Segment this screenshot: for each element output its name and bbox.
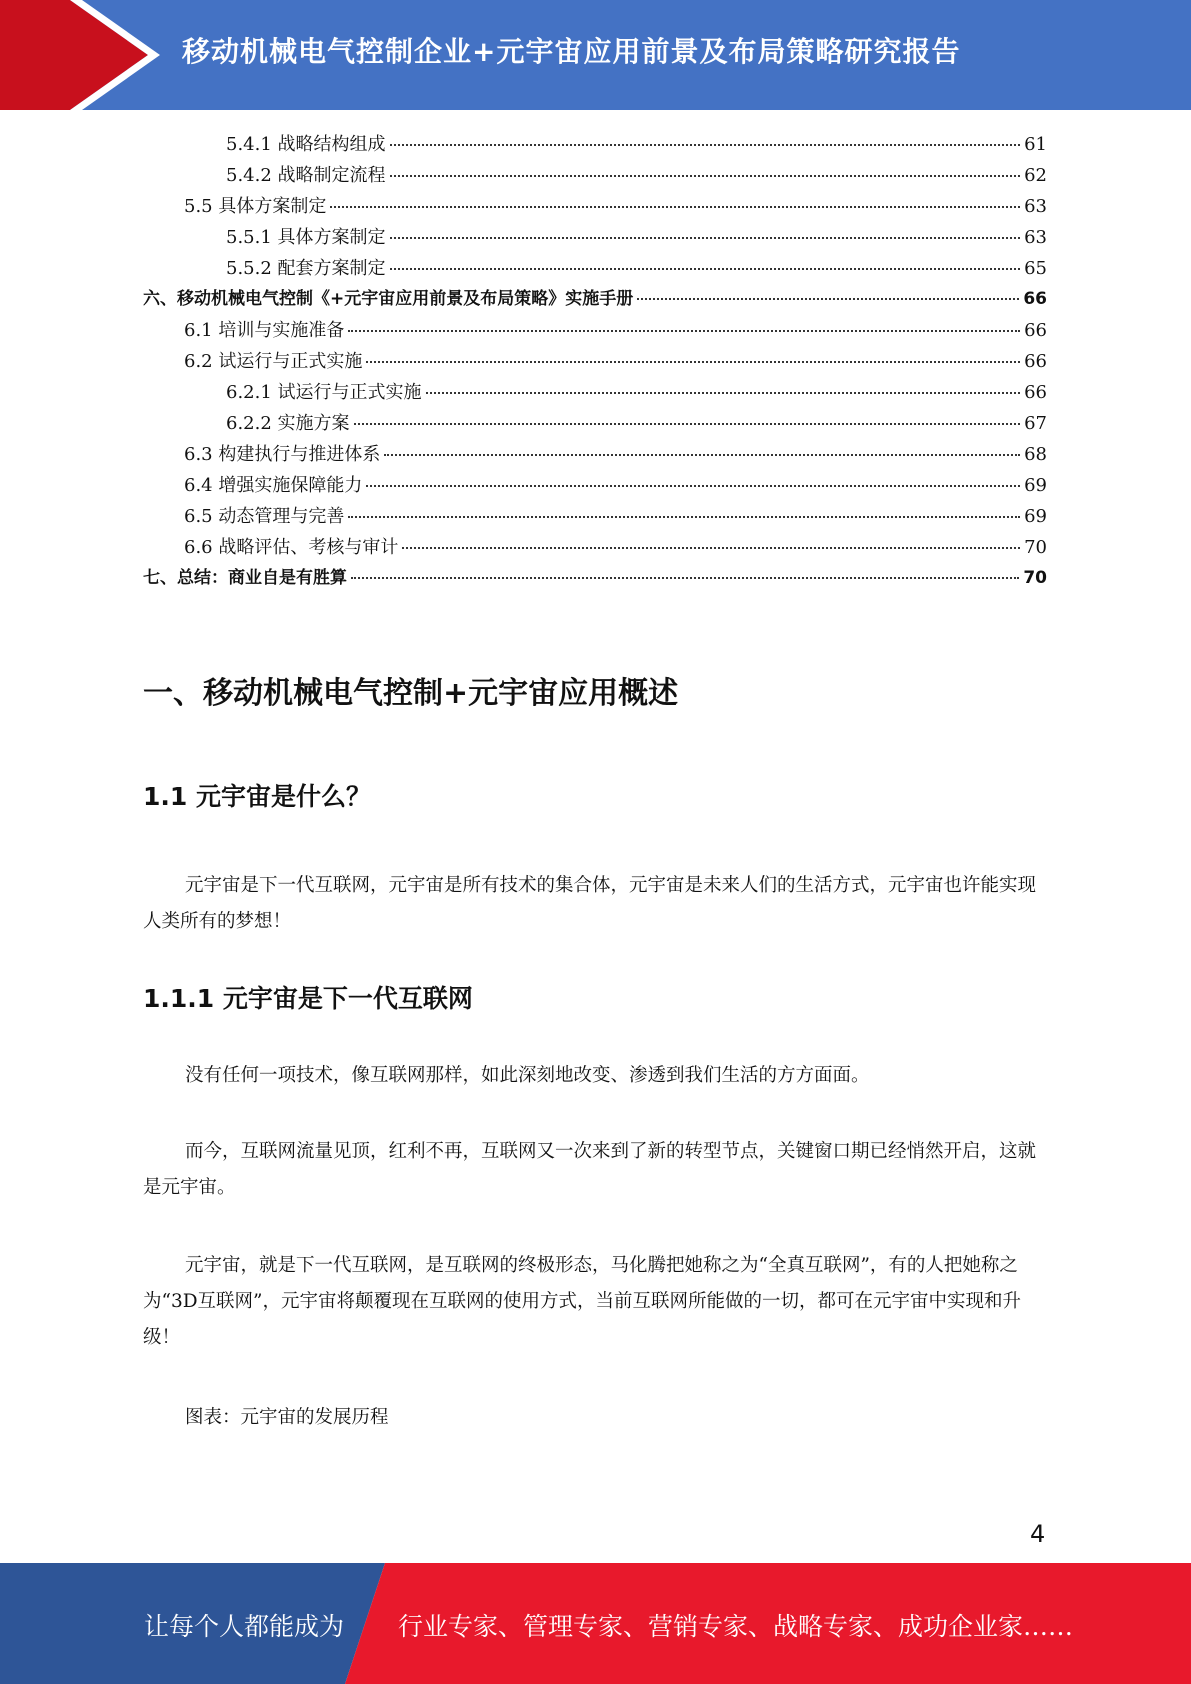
toc-entry[interactable]	[143, 408, 1047, 439]
toc-entry-title: 6.1 培训与实施准备	[184, 320, 345, 341]
toc-entry[interactable]	[143, 439, 1047, 470]
toc-entry-title: 六、移动机械电气控制《+元宇宙应用前景及布局策略》实施手册	[143, 289, 634, 309]
subsection-heading: 1.1.1 元宇宙是下一代互联网	[143, 984, 473, 1013]
toc-entry-title: 5.5 具体方案制定	[184, 196, 327, 217]
toc-entry-title: 6.4 增强实施保障能力	[184, 475, 363, 496]
page-number: 4	[1030, 1520, 1046, 1548]
toc-entry-title: 6.3 构建执行与推进体系	[184, 444, 381, 465]
toc-entry-page: 66	[1024, 351, 1047, 372]
section-heading: 1.1 元宇宙是什么？	[143, 782, 371, 811]
toc-leader-dots	[390, 227, 1021, 239]
page-footer	[0, 1563, 1191, 1684]
toc-leader-dots	[390, 134, 1021, 146]
toc-entry-title: 6.5 动态管理与完善	[184, 506, 345, 527]
toc-leader-dots	[351, 567, 1019, 579]
toc-leader-dots	[348, 506, 1020, 518]
toc-entry-page: 70	[1024, 537, 1047, 558]
toc-entry[interactable]	[143, 563, 1047, 594]
toc-entry-page: 66	[1024, 320, 1047, 341]
toc-leader-dots	[390, 165, 1021, 177]
toc-entry-title: 5.4.2 战略制定流程	[226, 165, 386, 186]
paragraph-metaverse-definition: 元宇宙是下一代互联网，元宇宙是所有技术的集合体，元宇宙是未来人们的生活方式，元宇宙也许能实现人类所有的梦想！	[143, 875, 1037, 932]
toc-entry[interactable]	[143, 284, 1047, 315]
footer-slogan-right: 行业专家、管理专家、营销专家、战略专家、成功企业家……	[398, 1612, 1074, 1641]
toc-entry-title: 6.2.1 试运行与正式实施	[226, 382, 422, 403]
toc-entry[interactable]	[143, 346, 1047, 377]
toc-entry-page: 67	[1024, 413, 1047, 434]
figure-caption: 图表：元宇宙的发展历程	[185, 1407, 389, 1428]
toc-entry-page: 63	[1024, 196, 1047, 217]
toc-leader-dots	[366, 475, 1020, 487]
toc-entry-page: 61	[1024, 134, 1047, 155]
toc-entry-page: 63	[1024, 227, 1047, 248]
toc-entry[interactable]	[143, 377, 1047, 408]
toc-entry[interactable]	[143, 470, 1047, 501]
toc-entry-title: 5.5.1 具体方案制定	[226, 227, 386, 248]
toc-leader-dots	[354, 413, 1021, 425]
toc-leader-dots	[348, 320, 1020, 332]
toc-entry-page: 66	[1024, 382, 1047, 403]
toc-entry[interactable]	[143, 222, 1047, 253]
toc-entry-page: 70	[1023, 568, 1047, 588]
paragraph-internet-transition: 而今，互联网流量见顶，红利不再，互联网又一次来到了新的转型节点，关键窗口期已经悄然开启，这就是元宇宙。	[143, 1141, 1037, 1198]
table-of-contents	[143, 129, 1047, 594]
toc-entry[interactable]	[143, 129, 1047, 160]
toc-entry[interactable]	[143, 315, 1047, 346]
toc-entry-page: 66	[1023, 289, 1047, 309]
toc-leader-dots	[330, 196, 1020, 208]
header-title: 移动机械电气控制企业+元宇宙应用前景及布局策略研究报告	[182, 35, 961, 68]
toc-entry[interactable]	[143, 501, 1047, 532]
toc-entry-page: 69	[1024, 506, 1047, 527]
page-header	[0, 0, 1191, 110]
paragraph-next-internet: 元宇宙，就是下一代互联网，是互联网的终极形态，马化腾把她称之为“全真互联网”，有的人把她称之为“3D互联网”，元宇宙将颠覆现在互联网的使用方式，当前互联网所能做的一切，都可在元宇宙中实现和升级！	[143, 1255, 1022, 1348]
footer-slogan-left: 让每个人都能成为	[144, 1612, 345, 1641]
toc-leader-dots	[426, 382, 1021, 394]
toc-entry-title: 5.5.2 配套方案制定	[226, 258, 386, 279]
toc-leader-dots	[366, 351, 1020, 363]
toc-entry[interactable]	[143, 532, 1047, 563]
toc-entry[interactable]	[143, 253, 1047, 284]
toc-entry-title: 5.4.1 战略结构组成	[226, 134, 386, 155]
toc-entry-title: 6.6 战略评估、考核与审计	[184, 537, 399, 558]
toc-leader-dots	[384, 444, 1020, 456]
toc-entry[interactable]	[143, 191, 1047, 222]
toc-leader-dots	[390, 258, 1021, 270]
toc-entry-page: 68	[1024, 444, 1047, 465]
toc-entry-page: 62	[1024, 165, 1047, 186]
toc-entry-title: 6.2 试运行与正式实施	[184, 351, 363, 372]
toc-entry-title: 6.2.2 实施方案	[226, 413, 350, 434]
toc-entry-title: 七、总结：商业自是有胜算	[143, 568, 347, 588]
toc-entry-page: 69	[1024, 475, 1047, 496]
toc-leader-dots	[637, 288, 1019, 300]
chapter-heading: 一、移动机械电气控制+元宇宙应用概述	[143, 676, 679, 711]
toc-entry[interactable]	[143, 160, 1047, 191]
toc-entry-page: 65	[1024, 258, 1047, 279]
toc-leader-dots	[402, 537, 1020, 549]
paragraph-internet-impact: 没有任何一项技术，像互联网那样，如此深刻地改变、渗透到我们生活的方方面面。	[185, 1065, 870, 1086]
